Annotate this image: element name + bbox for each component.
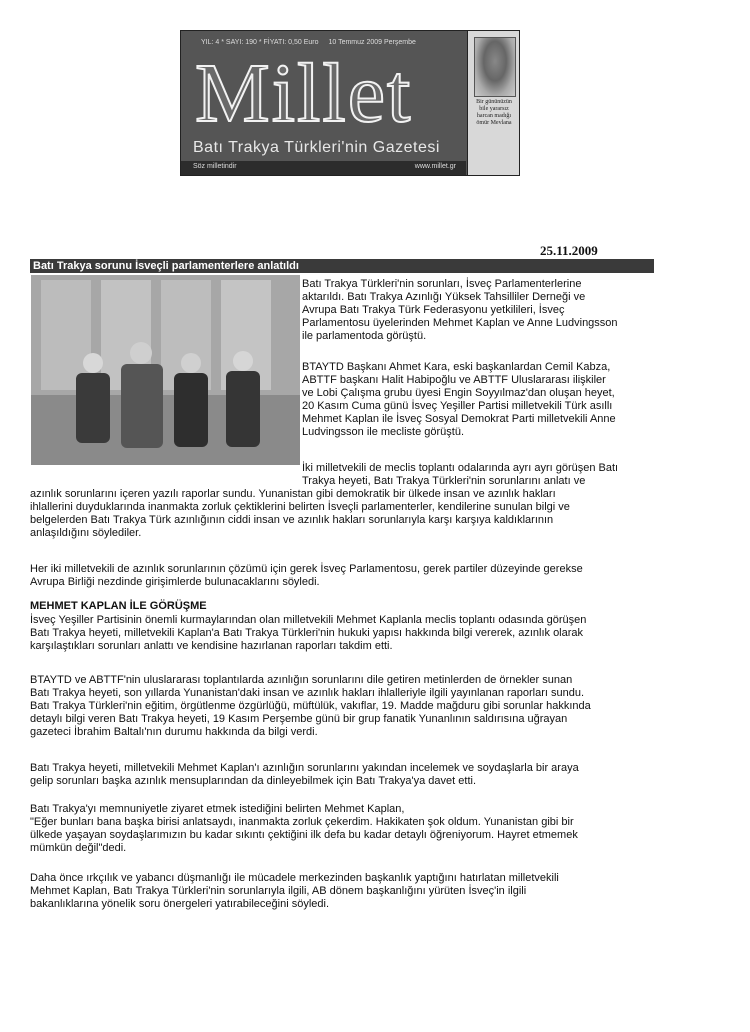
masthead-quote: Bir gününüzün bile yararsız harcan madığı ömür Mevlana — [476, 99, 512, 126]
article-headline: Batı Trakya sorunu İsveçli parlamenterlere anlatıldı — [33, 260, 299, 272]
masthead-bottom-bar — [181, 161, 466, 175]
portrait-image — [474, 37, 516, 97]
masthead-side-panel — [467, 31, 520, 175]
issue-number: YIL: 4 * SAYI: 190 * FİYATI: 0,50 Euro — [201, 39, 319, 46]
photo-illustration — [31, 275, 300, 465]
newspaper-motto: Söz milletindir — [193, 163, 237, 170]
paragraph-meeting-rest: azınlık sorunlarını içeren yazılı raporlar sundu. Yunanistan gibi demokratik bir ülkede insan ve azınlık hakları ihlallerini duyduklarında inanmakta zorluk çektiklerini belirten İsveçli parlamenterler, kendilerine sunulan bilgi ve belgelerden Batı Trakya Türk azınlığının ciddi insan ve azınlık hakları sorunlarıyla karşı karşıya kaldıklarının anlaşıldığını söylediler. — [30, 488, 570, 539]
paragraph-intro: Batı Trakya Türkleri'nin sorunları, İsveç Parlamenterlerine aktarıldı. Batı Trakya Azınlığı Yüksek Tahsilliler Derneği ve Avrupa Batı Trakya Türk Federasyonu yetkilileri, İsveç Parlamentosu üyelerinden Mehmet Kaplan ve Anne Ludvingsson ile parlamentoda görüştü. — [302, 278, 618, 342]
article-photo — [31, 275, 300, 465]
section-subheading: MEHMET KAPLAN İLE GÖRÜŞME — [30, 600, 207, 612]
newspaper-tagline: Batı Trakya Türkleri'nin Gazetesi — [193, 139, 440, 156]
paragraph-delegation: BTAYTD Başkanı Ahmet Kara, eski başkanlardan Cemil Kabza, ABTTF başkanı Halit Habipoğlu ve ABTTF Uluslararası ilişkiler ve Lobi Çalışma grubu üyesi Engin Soyyılmaz'dan oluşan heyet, 20 Kasım Cuma günü İsveç Yeşiller Partisi milletvekili Türk asıllı Mehmet Kaplan ile İsveç Sosyal Demokrat Parti milletvekili Anne Ludvingsson ile mecliste görüştü. — [302, 361, 616, 438]
paragraph-reports: BTAYTD ve ABTTF'nin uluslararası toplantılarda azınlığın sorunlarını dile getiren metinlerden de örnekler sunan Batı Trakya heyeti, son yıllarda Yunanistan'daki insan ve azınlık hakları ihlalleriyle ilgili yayınlanan raporları sundu. Batı Trakya Türkleri'nin eğitim, örgütlenme özgürlüğü, müftülük, vakıflar, 19. Madde mağduru gibi sorunlar hakkında detaylı bilgi veren Batı Trakya heyeti, 19 Kasım Perşembe günü bir grup fanatik Yunanlının saldırısına uğrayan gazeteci İbrahim Baltalı'nın durumu hakkında da bilgi verdi. — [30, 674, 591, 738]
paragraph-initiatives: Her iki milletvekili de azınlık sorunlarının çözümü için gerek İsveç Parlamentosu, gerek partiler düzeyinde gerekse Avrupa Birliği nezdinde girişimlerde bulunacaklarını söyledi. — [30, 563, 583, 588]
headline-bar — [30, 259, 654, 273]
paragraph-kaplan-quote: Batı Trakya'yı memnuniyetle ziyaret etmek istediğini belirten Mehmet Kaplan, "Eğer bunları bana başka birisi anlatsaydı, inanmakta zorluk çekerdim. Hakikaten şok oldum. Yunanistan gibi bir ülkede yaşayan soydaşlarımızın bu kadar sıkıntı çektiğini ilk defa bu kadar detaylı öğreniyorum. Hayret etmemek mümkün değil"dedi. — [30, 803, 578, 854]
paragraph-invitation: Batı Trakya heyeti, milletvekili Mehmet Kaplan'ı azınlığın sorunlarını yakından incelemek ve soydaşlarla bir araya gelip sorunları başka azınlık mensuplarından da dinleyebilmek için Batı Trakya'ya davet etti. — [30, 762, 579, 787]
newspaper-logo: Millet — [195, 47, 413, 140]
issue-date: 10 Temmuz 2009 Perşembe — [328, 39, 416, 46]
paragraph-meeting-start: İki milletvekili de meclis toplantı odalarında ayrı ayrı görüşen Batı Trakya heyeti, Batı Trakya Türkleri'nin sorunlarını anlatı ve — [302, 462, 619, 487]
clipping-date: 25.11.2009 — [540, 243, 598, 258]
newspaper-website: www.millet.gr — [414, 163, 456, 170]
newspaper-masthead — [180, 30, 520, 176]
paragraph-kaplan-meeting: İsveç Yeşiller Partisinin önemli kurmaylarından olan milletvekili Mehmet Kaplanla meclis toplantı odasında görüşen Batı Trakya heyeti, milletvekili Kaplan'a Batı Trakya Türkleri'nin hukuki yapısı hakkında bilgi vererek, azınlık olarak karşılaştıkları sorunları anlattı ve kendisine hazırlanan raporları takdim etti. — [30, 614, 587, 652]
paragraph-closing: Daha önce ırkçılık ve yabancı düşmanlığı ile mücadele merkezinden başkanlık yaptığını hatırlatan milletvekili Mehmet Kaplan, Batı Trakya Türkleri'nin sorunlarıyla ilgili, AB dönem başkanlığını yürüten İsveç'in ilgili bakanlıklarına yönelik soru önergeleri yatırabileceğini söyledi. — [30, 872, 559, 910]
